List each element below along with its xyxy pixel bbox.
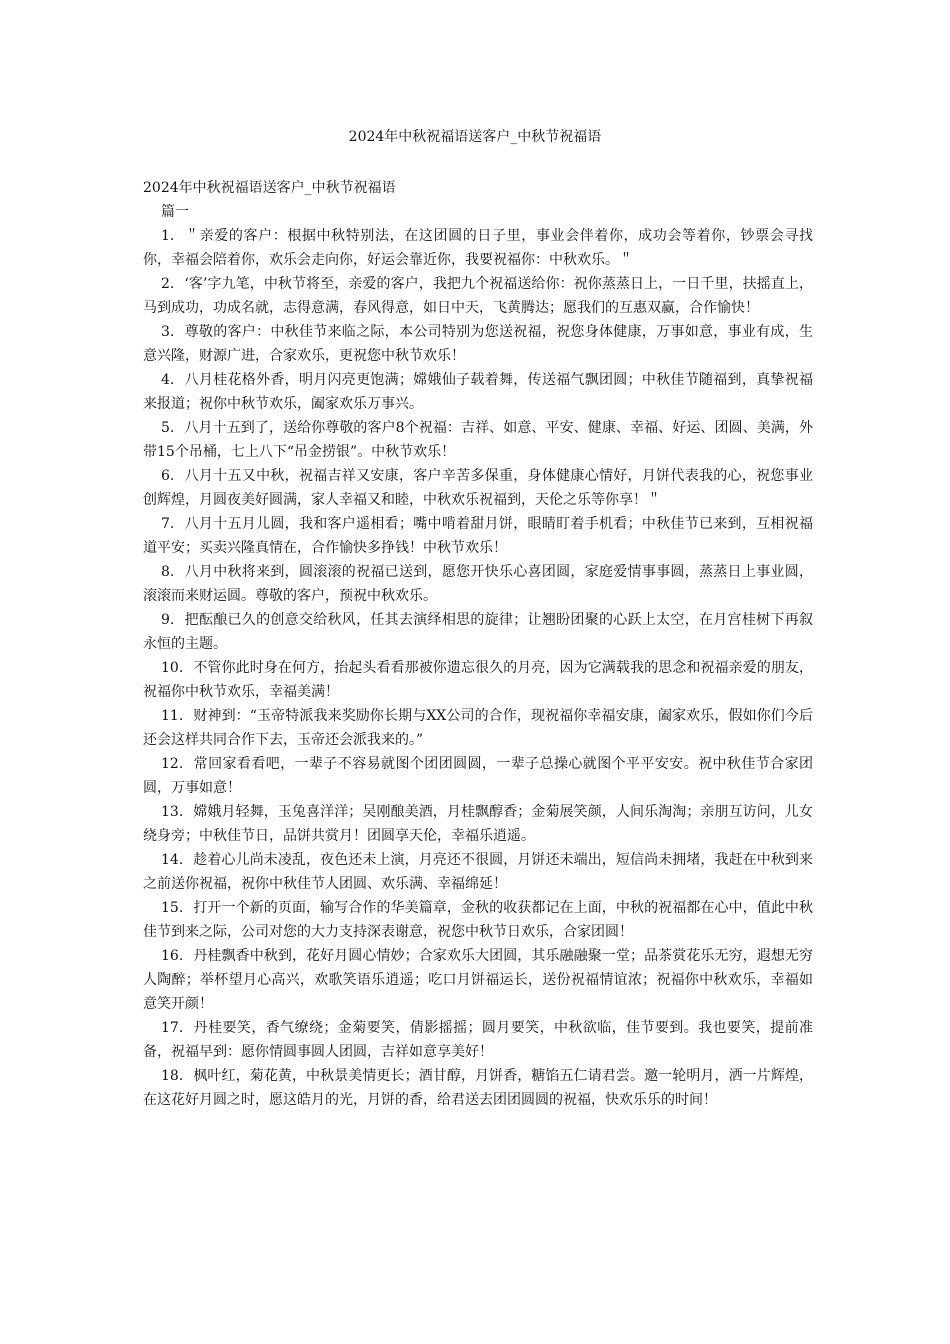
blessing-item [143, 464, 813, 512]
item-number: 2. [161, 276, 175, 292]
item-text: 尊敬的客户：中秋佳节来临之际，本公司特别为您送祝福，祝您身体健康，万事如意，事业有成，生意兴隆，财源广进，合家欢乐，更祝您中秋节欢乐！ [143, 324, 813, 364]
item-text: 八月十五到了，送给你尊敬的客户8个祝福：吉祥、如意、平安、健康、幸福、好运、团圆、美满，外带15个吊桶，七上八下“吊金捞银”。中秋节欢乐！ [143, 420, 813, 460]
item-number: 5. [161, 420, 175, 436]
blessing-item [143, 272, 813, 320]
item-text: 八月十五月儿圆，我和客户遥相看；嘴中啃着甜月饼，眼睛盯着手机看；中秋佳节已来到，互相祝福道平安；买卖兴隆真情在，合作愉快多挣钱！中秋节欢乐！ [143, 516, 813, 556]
item-number: 10. [161, 660, 184, 676]
blessing-item [143, 512, 813, 560]
item-text: 嫦娥月轻舞，玉兔喜洋洋；吴刚酿美酒，月桂飘醇香；金菊展笑颜，人间乐淘淘；亲朋互访问，儿女绕身旁；中秋佳节日，品饼共赏月！团圆享天伦，幸福乐逍遥。 [143, 804, 813, 844]
item-number: 11. [161, 708, 184, 724]
item-number: 3. [161, 324, 175, 340]
blessing-list [143, 224, 813, 1112]
item-text: 丹桂飘香中秋到，花好月圆心情妙；合家欢乐大团圆，其乐融融聚一堂；品茶赏花乐无穷，遐想无穷人陶醉；举杯望月心高兴，欢歌笑语乐逍遥；吃口月饼福运长，送份祝福情谊浓；祝福你中秋欢乐，幸福如意笑开颜！ [143, 948, 813, 1012]
blessing-item [143, 608, 813, 656]
item-number: 13. [161, 804, 184, 820]
blessing-item [143, 800, 813, 848]
blessing-item [143, 704, 813, 752]
document-subtitle: 2024年中秋祝福语送客户_中秋节祝福语 [143, 180, 396, 196]
item-text: 八月中秋将来到，圆滚滚的祝福已送到，愿您开快乐心喜团圆，家庭爱情事事圆，蒸蒸日上事业圆，滚滚而来财运圆。尊敬的客户，预祝中秋欢乐。 [143, 564, 813, 604]
blessing-item [143, 320, 813, 368]
item-number: 18. [161, 1068, 184, 1084]
blessing-item [143, 1064, 813, 1112]
item-number: 7. [161, 516, 175, 532]
item-number: 14. [161, 852, 184, 868]
document-body [143, 176, 813, 1112]
blessing-item [143, 1016, 813, 1064]
blessing-item [143, 752, 813, 800]
item-text: 打开一个新的页面，输写合作的华美篇章，金秋的收获都记在上面，中秋的祝福都在心中，值此中秋佳节到来之际，公司对您的大力支持深表谢意，祝您中秋节日欢乐，合家团圆！ [143, 900, 813, 940]
item-text: 枫叶红，菊花黄，中秋景美情更长；酒甘醇，月饼香，糖馅五仁请君尝。邀一轮明月，洒一片辉煌，在这花好月圆之时，愿这皓月的光，月饼的香，给君送去团团圆圆的祝福，快欢乐乐的时间！ [143, 1068, 813, 1108]
item-number: 9. [161, 612, 175, 628]
item-number: 17. [161, 1020, 184, 1036]
blessing-item [143, 416, 813, 464]
item-text: 不管你此时身在何方，抬起头看看那被你遗忘很久的月亮，因为它满载我的思念和祝福亲爱的朋友，祝福你中秋节欢乐，幸福美满！ [143, 660, 813, 700]
item-number: 1. [161, 228, 175, 244]
section-label: 篇一 [161, 204, 189, 220]
item-text: 常回家看看吧，一辈子不容易就图个团团圆圆，一辈子总操心就图个平平安安。祝中秋佳节合家团圆，万事如意！ [143, 756, 813, 796]
blessing-item [143, 944, 813, 1016]
blessing-item [143, 896, 813, 944]
blessing-item [143, 848, 813, 896]
blessing-item [143, 224, 813, 272]
item-text: 财神到：“玉帝特派我来奖励你长期与XX公司的合作，现祝福你幸福安康，阖家欢乐，假如你们今后还会这样共同合作下去，玉帝还会派我来的。” [143, 708, 813, 748]
blessing-item [143, 560, 813, 608]
blessing-item [143, 368, 813, 416]
item-number: 16. [161, 948, 184, 964]
item-text: 八月桂花格外香，明月闪亮更饱满；嫦娥仙子载着舞，传送福气飘团圆；中秋佳节随福到，真挚祝福来报道；祝你中秋节欢乐，阖家欢乐万事兴。 [143, 372, 813, 412]
item-text: 八月十五又中秋，祝福吉祥又安康，客户辛苦多保重，身体健康心情好，月饼代表我的心，祝您事业创辉煌，月圆夜美好圆满，家人幸福又和睦，中秋欢乐祝福到，天伦之乐等你享！＂ [143, 468, 813, 508]
item-text: 把酝酿已久的创意交给秋风，任其去演绎相思的旋律；让翘盼团聚的心跃上太空，在月宫桂树下再叙永恒的主题。 [143, 612, 813, 652]
item-number: 12. [161, 756, 184, 772]
document-title: 2024年中秋祝福语送客户_中秋节祝福语 [348, 129, 602, 145]
item-number: 6. [161, 468, 175, 484]
item-number: 4. [161, 372, 175, 388]
item-text: 趁着心儿尚未凌乱，夜色还未上演，月亮还不很圆，月饼还未端出，短信尚未拥堵，我赶在中秋到来之前送你祝福，祝你中秋佳节人团圆、欢乐满、幸福绵延！ [143, 852, 813, 892]
item-text: 丹桂要笑，香气缭绕；金菊要笑，倩影摇摇；圆月要笑，中秋欲临，佳节要到。我也要笑，提前准备，祝福早到：愿你情圆事圆人团圆，吉祥如意享美好！ [143, 1020, 813, 1060]
item-number: 8. [161, 564, 175, 580]
item-text: ＂亲爱的客户：根据中秋特别法，在这团圆的日子里，事业会伴着你，成功会等着你，钞票会寻找你，幸福会陪着你，欢乐会走向你，好运会靠近你，我要祝福你：中秋欢乐。＂ [143, 228, 813, 268]
item-text: ‘客’字九笔，中秋节将至，亲爱的客户，我把九个祝福送给你：祝你蒸蒸日上，一日千里，扶摇直上，马到成功，功成名就，志得意满，春风得意，如日中天，飞黄腾达；愿我们的互惠双赢，合作愉快！ [143, 276, 813, 316]
blessing-item [143, 656, 813, 704]
item-number: 15. [161, 900, 184, 916]
